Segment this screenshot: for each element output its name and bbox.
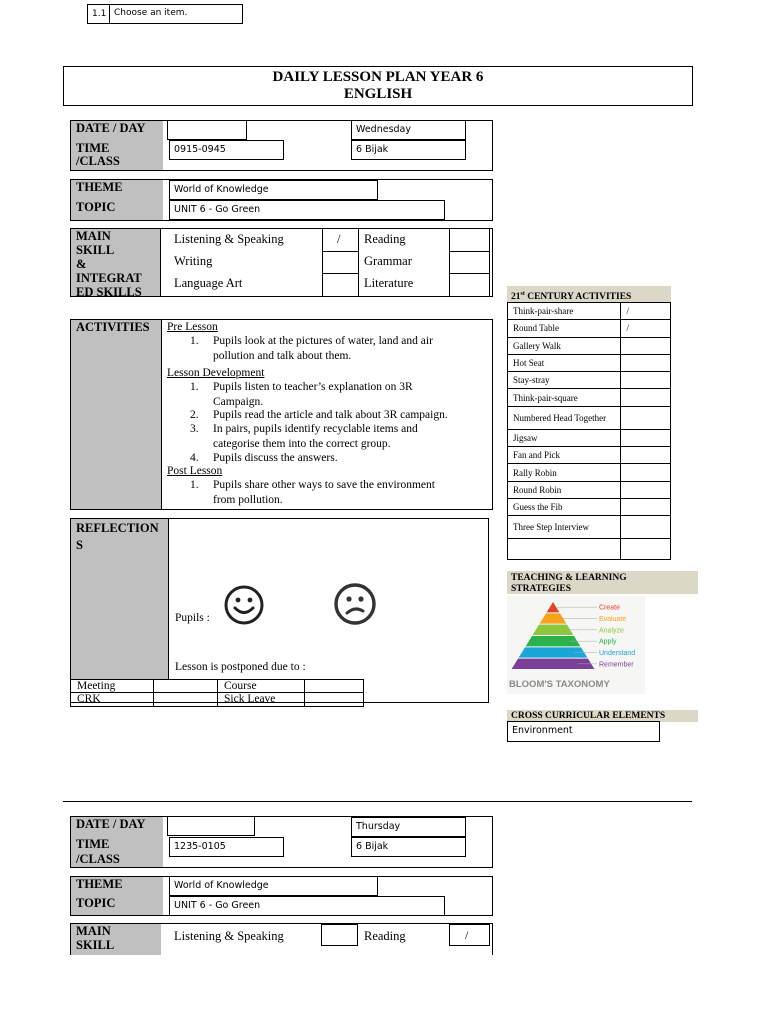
pre-item-1: 1. Pupils look at the pictures of water, land and air pollution and talk about them.: [190, 335, 433, 362]
postponed-label: Lesson is postponed due to :: [175, 661, 306, 673]
date-field-2[interactable]: [167, 816, 255, 836]
century-row: [508, 429, 671, 446]
century-row: [508, 354, 671, 371]
topic-field-2[interactable]: UNIT 6 - Go Green: [169, 896, 445, 916]
title-box: [63, 66, 693, 106]
pupils-label: Pupils :: [175, 612, 210, 624]
century-activity-mark[interactable]: /: [621, 320, 671, 337]
theme-label: THEME: [76, 180, 123, 194]
reason-course[interactable]: Course: [217, 679, 305, 693]
century-activity-name: Round Robin: [508, 481, 621, 498]
pyramid-label: Apply: [599, 638, 617, 646]
century-activity-name: Three Step Interview: [508, 516, 621, 539]
development-heading: Lesson Development: [167, 367, 265, 379]
reason-meeting[interactable]: Meeting: [70, 679, 154, 693]
century-activity-name: Gallery Walk: [508, 337, 621, 354]
section-divider: [63, 801, 692, 802]
post-lesson-heading: Post Lesson: [167, 465, 223, 477]
century-activities-header: 21st CENTURY ACTIVITIES: [507, 286, 671, 302]
item-number: 1.1: [88, 5, 110, 23]
blooms-taxonomy-image: [507, 596, 645, 694]
date-field[interactable]: [167, 120, 247, 140]
strategies-header: TEACHING & LEARNING STRATEGIES: [507, 571, 698, 594]
class-field-2[interactable]: 6 Bijak: [351, 837, 466, 857]
century-activity-name: [508, 539, 621, 560]
class-field[interactable]: 6 Bijak: [351, 140, 466, 160]
time-field-2[interactable]: 1235-0105: [169, 837, 284, 857]
dev-item-4: 4. Pupils discuss the answers.: [190, 452, 338, 464]
skill-reading-2: Reading: [364, 929, 406, 943]
century-row: [508, 464, 671, 481]
post-item-1: 1. Pupils share other ways to save the environment from pollution.: [190, 479, 435, 506]
skill-reading: Reading: [364, 232, 406, 246]
century-row: [508, 516, 671, 539]
reason-meeting-check[interactable]: [153, 679, 218, 693]
class-label-2: /CLASS: [76, 852, 120, 866]
century-activity-name: Think-pair-square: [508, 389, 621, 406]
theme-field[interactable]: World of Knowledge: [169, 180, 378, 200]
century-activity-mark[interactable]: [621, 354, 671, 371]
pyramid-label: Analyze: [599, 627, 624, 635]
page-title: DAILY LESSON PLAN YEAR 6: [272, 69, 484, 85]
topic-label: TOPIC: [76, 200, 116, 214]
century-activity-mark[interactable]: [621, 464, 671, 481]
time-label: TIME: [76, 141, 110, 155]
century-activity-name: Guess the Fib: [508, 498, 621, 515]
century-row: [508, 372, 671, 389]
activities-label: ACTIVITIES: [76, 320, 150, 334]
listening-checkbox-2[interactable]: [321, 924, 358, 946]
century-activity-mark[interactable]: [621, 498, 671, 515]
reflections-label: REFLECTION S: [76, 521, 159, 552]
century-activity-mark[interactable]: [621, 429, 671, 446]
skill-listening-speaking-2: Listening & Speaking: [174, 929, 284, 943]
time-label-2: TIME: [76, 837, 110, 851]
century-row: [508, 337, 671, 354]
listening-checkbox[interactable]: /: [337, 232, 341, 246]
century-row: [508, 447, 671, 464]
day-field[interactable]: Wednesday: [351, 120, 466, 140]
century-activity-name: Numbered Head Together: [508, 406, 621, 429]
pre-lesson-heading: Pre Lesson: [167, 321, 218, 333]
century-row: [508, 320, 671, 337]
century-activity-mark[interactable]: [621, 406, 671, 429]
century-activity-name: Stay-stray: [508, 372, 621, 389]
century-row: [508, 303, 671, 320]
day-field-2[interactable]: Thursday: [351, 817, 466, 837]
century-activity-name: Rally Robin: [508, 464, 621, 481]
century-row: [508, 406, 671, 429]
date-day-label-2: DATE / DAY: [76, 817, 146, 831]
century-row: [508, 498, 671, 515]
century-row: [508, 389, 671, 406]
pyramid-label: Understand: [599, 650, 636, 657]
reading-checkbox-2[interactable]: /: [449, 924, 490, 946]
century-activity-mark[interactable]: [621, 516, 671, 539]
cross-curricular-field[interactable]: Environment: [507, 721, 660, 742]
century-activity-mark[interactable]: /: [621, 303, 671, 320]
time-field[interactable]: 0915-0945: [169, 140, 284, 160]
century-row: [508, 481, 671, 498]
page-subtitle: ENGLISH: [343, 86, 413, 102]
choose-item-dropdown[interactable]: [87, 4, 243, 24]
dev-item-1: 1. Pupils listen to teacher’s explanation on 3R Campaign.: [190, 381, 413, 408]
reason-crk-check[interactable]: [153, 692, 218, 707]
dev-item-2: 2. Pupils read the article and talk about 3R campaign.: [190, 409, 448, 421]
dev-item-3: 3. In pairs, pupils identify recyclable items and categorise them into the correct group.: [190, 423, 418, 450]
skill-literature: Literature: [364, 276, 414, 290]
skill-writing: Writing: [174, 254, 213, 268]
century-activity-mark[interactable]: [621, 481, 671, 498]
reason-course-check[interactable]: [304, 679, 364, 693]
sad-face-icon[interactable]: [333, 582, 377, 626]
century-activity-mark[interactable]: [621, 337, 671, 354]
topic-field[interactable]: UNIT 6 - Go Green: [169, 200, 445, 220]
skill-language-art: Language Art: [174, 276, 243, 290]
topic-label-2: TOPIC: [76, 896, 116, 910]
skill-listening-speaking: Listening & Speaking: [174, 232, 284, 246]
century-activity-name: Jigsaw: [508, 429, 621, 446]
century-activity-name: Fan and Pick: [508, 447, 621, 464]
skills-label: MAIN SKILL & INTEGRAT ED SKILLS: [76, 229, 142, 299]
pyramid-label: Remember: [599, 661, 634, 669]
century-activity-name: Hot Seat: [508, 354, 621, 371]
century-activity-mark[interactable]: [621, 372, 671, 389]
reason-sick-leave[interactable]: Sick Leave: [217, 692, 305, 707]
skills-label-2: MAIN SKILL: [76, 924, 115, 952]
reading-checkbox[interactable]: [451, 231, 487, 250]
century-activity-name: Think-pair-share: [508, 303, 621, 320]
choose-item-text: Choose an item.: [114, 8, 188, 18]
blooms-caption: BLOOM'S TAXONOMY: [509, 679, 610, 690]
century-activity-mark[interactable]: [621, 539, 671, 560]
pyramid-label: Create: [599, 604, 621, 612]
theme-label-2: THEME: [76, 877, 123, 891]
century-activities-table: [507, 302, 671, 560]
century-activity-name: Round Table: [508, 320, 621, 337]
skill-grammar: Grammar: [364, 254, 412, 268]
pyramid-label: Evaluate: [599, 616, 627, 623]
theme-field-2[interactable]: World of Knowledge: [169, 876, 378, 896]
happy-face-icon[interactable]: [223, 584, 265, 626]
century-row: [508, 539, 671, 560]
reason-crk[interactable]: CRK: [70, 692, 154, 707]
century-activity-mark[interactable]: [621, 447, 671, 464]
date-day-label: DATE / DAY: [76, 121, 146, 135]
reason-sick-check[interactable]: [304, 692, 364, 707]
century-activity-mark[interactable]: [621, 389, 671, 406]
class-label: /CLASS: [76, 154, 120, 168]
cross-curricular-header: CROSS CURRICULAR ELEMENTS: [507, 710, 698, 722]
